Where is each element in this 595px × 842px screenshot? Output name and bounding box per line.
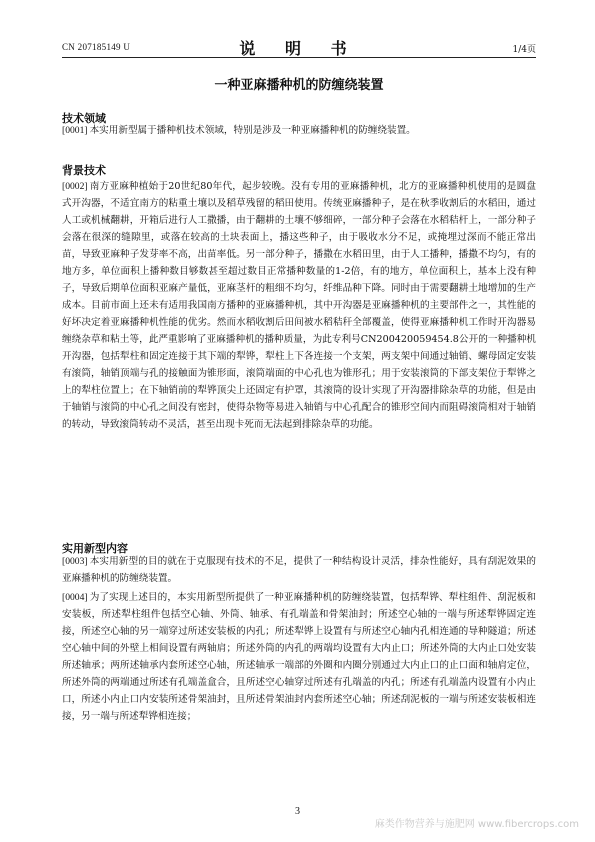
page-number: 3 <box>295 806 300 817</box>
document-title: 一种亚麻播种机的防缠绕装置 <box>214 78 384 93</box>
paragraph-0002 <box>62 178 536 433</box>
paragraph-number: [0001] <box>62 125 88 136</box>
paragraph-text: 南方亚麻种植始于20世纪80年代，起步较晚。没有专用的亚麻播种机，北方的亚麻播种机使用的是圆盘式开沟器，不适宜南方的粘重土壤以及稻草残留的稻田使用。传统亚麻播种子，是在秋季收割后的水稻田，通过人工或机械翻耕，开箱后进行人工撒播，由于翻耕的土壤不够细碎，一部分种子会落在水稻秸杆上，一部分种子会落在很深的缝隙里，或落在较高的土块表面上，播这些种子，由于吸收水分不足，或掩埋过深而不能正常出苗，导致亚麻种子发芽率不高，出苗率低。另一部分种子，播撒在水稻田里，由于人工播种，播撒不均匀，有的地方多，单位面积上播种数目够数甚至超过数目正常播种数量的1-2倍，有的地方，单位面积上，基本上没有种子，导致后期单位面积亚麻产量低，亚麻茎杆的粗细不均匀，纤维品种下降。同时由于需要翻耕土地增加的生产成本。目前市面上还未有适用我国南方播种的亚麻播种机，其中开沟器是亚麻播种机的主要部件之一，其性能的好坏决定着亚麻播种机性能的优劣。然而水稻收割后田间被水稻秸秆全部覆盖，使得亚麻播种机工作时开沟器易缠绕杂草和粘土等，此严重影响了亚麻播种机的播种质量，为此专利号CN200420059454.8公开的一种播种机开沟器，包括犁柱和固定连接于其下端的犁铧，犁柱上下各连接一个支架，两支架中间通过轴销、螺母固定安装有滚筒，轴销顶端与孔的接触面为锥形面，滚筒端面的中心孔也为锥形孔；用于安装滚筒的下部支架位于犁铧之上的犁柱位置上；在下轴销前的犁铧顶尖上还固定有护罩，其滚筒的设计实现了开沟器排除杂草的功能，但是由于轴销与滚筒的中心孔之间没有密封，使得杂物等易进入轴销与中心孔配合的锥形空间内而阻碍滚筒相对于轴销的转动，导致滚筒转动不灵活，甚至出现卡死而无法起到排除杂草的功能。 <box>62 181 536 430</box>
page-header <box>62 36 536 56</box>
section-heading-summary: 实用新型内容 <box>62 542 128 555</box>
paragraph-0001 <box>62 122 536 139</box>
paragraph-number: [0004] <box>62 592 88 603</box>
page-indicator: 1/4页 <box>512 45 536 55</box>
paragraph-text: 为了实现上述目的，本实用新型所提供了一种亚麻播种机的防缠绕装置，包括犁铧、犁柱组件、刮泥板和安装板，所述犁柱组件包括空心轴、外筒、轴承、有孔端盖和骨架油封；所述空心轴的一端与所述犁铧固定连接，所述空心轴的另一端穿过所述安装板的内孔；所述犁铧上设置有与所述空心轴内孔相连通的导种隧道；所述空心轴中间的外壁上相间设置有两轴肩；所述外筒的内孔的两端均设置有大内止口；所述外筒的大内止口处安装所述轴承；两所述轴承内套所述空心轴，所述轴承一端部的外圈和内圈分别通过大内止口的止口面和轴肩定位，所述外筒的两端通过所述有孔端盖盒合，且所述空心轴穿过所述有孔端盖的内孔；所述有孔端盖内设置有小内止口，所述小内止口内安装所述骨架油封，且所述骨架油封内套所述空心轴；所述刮泥板的一端与所述安装板相连接，另一端与所述犁铧相连接； <box>62 592 536 722</box>
section-heading-background: 背景技术 <box>62 164 106 177</box>
paragraph-0004 <box>62 589 536 725</box>
paragraph-text: 本实用新型属于播种机技术领域，特别是涉及一种亚麻播种机的防缠绕装置。 <box>89 125 416 136</box>
section-heading-technical-field: 技术领域 <box>62 112 106 125</box>
watermark: 麻类作物营养与施肥网 www.fibercrops.com <box>374 819 579 830</box>
paragraph-number: [0003] <box>62 556 88 567</box>
paragraph-text: 本实用新型的目的就在于克服现有技术的不足，提供了一种结构设计灵活，排杂性能好，具有刮泥效果的亚麻播种机的防缠绕装置。 <box>62 556 536 584</box>
publication-number: CN 207185149 U <box>62 42 131 52</box>
header-rule <box>62 57 536 58</box>
paragraph-number: [0002] <box>62 181 88 192</box>
document-type: 说 明 书 <box>239 39 359 58</box>
paragraph-0003 <box>62 553 536 587</box>
